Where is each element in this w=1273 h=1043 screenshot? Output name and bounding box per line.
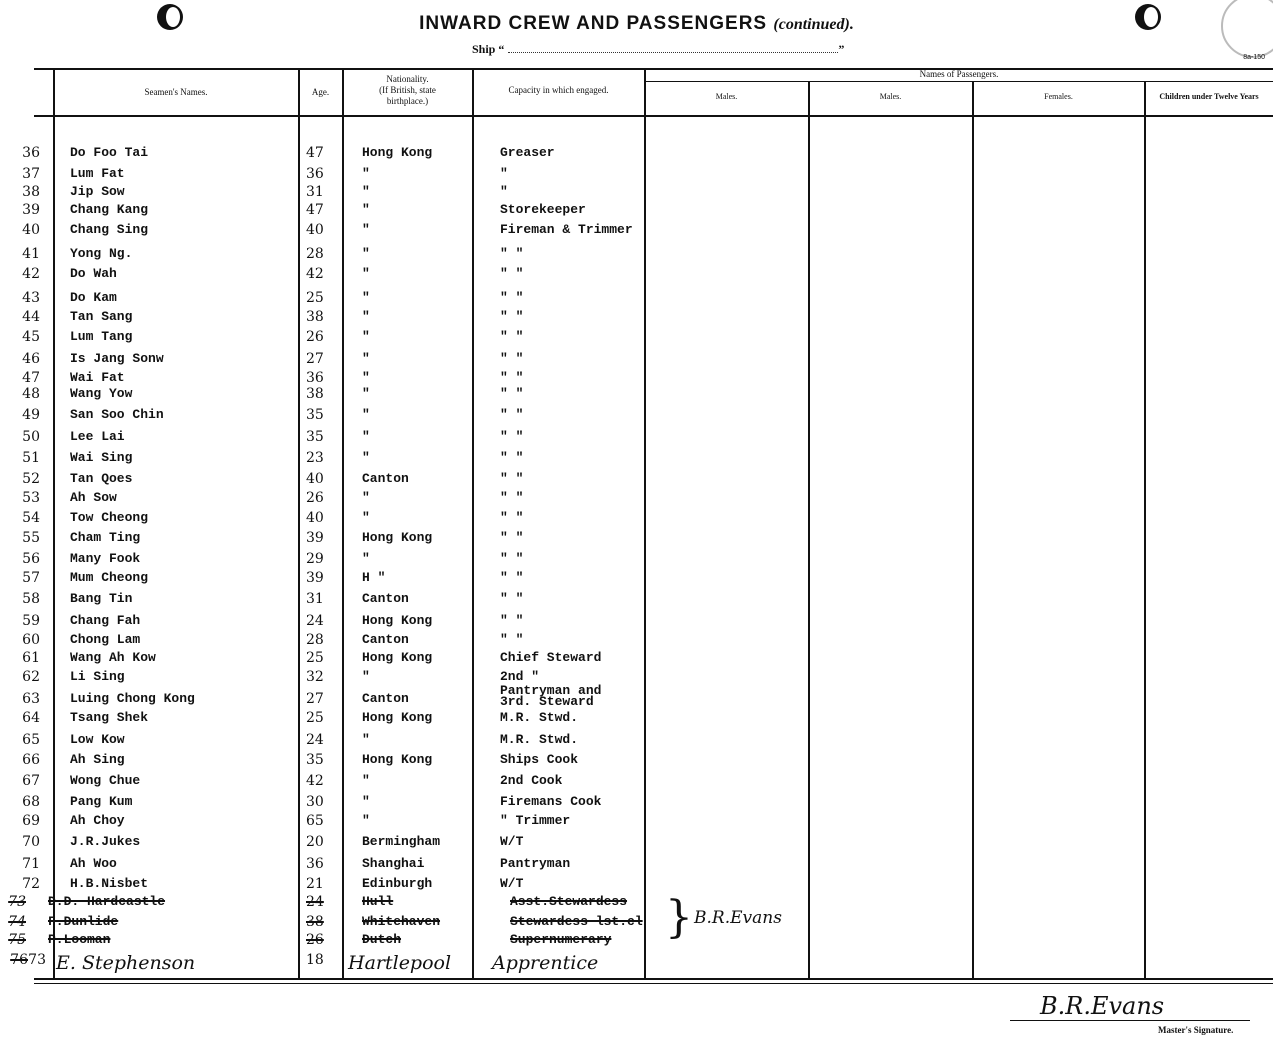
row-name: Lee Lai	[70, 429, 125, 444]
row-number: 64	[22, 710, 40, 726]
row-number: 36	[22, 145, 40, 161]
row-number: 40	[22, 222, 40, 238]
row-number: 65	[22, 732, 40, 748]
row-name: Tsang Shek	[70, 710, 149, 725]
header-males-2: Males.	[879, 92, 902, 101]
row-age: 42	[306, 773, 324, 789]
row-capacity: Pantryman and 3rd. Steward	[500, 683, 602, 709]
master-signature: B.R.Evans	[1040, 992, 1165, 1020]
row-number: 49	[22, 407, 40, 423]
row-number: 38	[22, 184, 40, 200]
row-number: 70	[22, 834, 40, 850]
row-age: 47	[306, 202, 324, 218]
header-passengers: Names of Passengers.	[919, 69, 999, 79]
row-age: 26	[306, 490, 324, 506]
signature-rule	[1010, 1020, 1250, 1021]
header-nationality-sub: (If British, state birthplace.)	[379, 85, 436, 106]
row-age: 24	[306, 894, 324, 910]
row-capacity: Apprentice	[492, 952, 599, 974]
row-age: 39	[306, 570, 324, 586]
row-number: 62	[22, 669, 40, 685]
row-number: 67	[22, 773, 40, 789]
crew-row	[0, 591, 1273, 611]
row-capacity: " "	[500, 613, 524, 628]
row-name: Is Jang Sonw	[70, 351, 164, 366]
row-age: 42	[306, 266, 324, 282]
crew-row	[0, 876, 1273, 896]
row-age: 20	[306, 834, 324, 850]
row-nationality: Edinburgh	[362, 876, 433, 891]
row-capacity: " "	[500, 246, 524, 261]
row-age: 36	[306, 166, 324, 182]
row-capacity: Greaser	[500, 145, 555, 160]
crew-row	[0, 834, 1273, 854]
row-nationality: "	[362, 773, 370, 788]
row-number: 68	[22, 794, 40, 810]
row-nationality: "	[362, 166, 370, 181]
row-name: Lum Tang	[70, 329, 133, 344]
row-age: 38	[306, 914, 324, 930]
row-age: 38	[306, 386, 324, 402]
row-name: J.R.Jukes	[70, 834, 141, 849]
row-name: Tan Sang	[70, 309, 133, 324]
table-bottom-rule	[34, 978, 1273, 980]
row-capacity: Chief Steward	[500, 650, 602, 665]
row-name: Chong Lam	[70, 632, 141, 647]
row-number: 51	[22, 450, 40, 466]
row-number: 58	[22, 591, 40, 607]
header-capacity: Capacity in which engaged.	[508, 85, 609, 95]
row-capacity: Storekeeper	[500, 202, 586, 217]
row-number: 53	[22, 490, 40, 506]
row-number: 54	[22, 510, 40, 526]
crew-row	[0, 669, 1273, 689]
row-nationality: "	[362, 246, 370, 261]
row-nationality: Canton	[362, 471, 409, 486]
row-nationality: Whitehaven	[362, 914, 441, 929]
row-name: Wai Fat	[70, 370, 125, 385]
row-nationality: Hong Kong	[362, 650, 433, 665]
crew-row	[0, 407, 1273, 427]
row-nationality: "	[362, 222, 370, 237]
row-capacity: " "	[500, 591, 524, 606]
row-capacity: M.R. Stwd.	[500, 710, 579, 725]
struck-row	[0, 894, 1273, 914]
row-number: 61	[22, 650, 40, 666]
row-age: 24	[306, 613, 324, 629]
row-capacity: " "	[500, 407, 524, 422]
row-age: 36	[306, 856, 324, 872]
row-capacity: M.R. Stwd.	[500, 732, 579, 747]
row-name: Chang Sing	[70, 222, 149, 237]
row-name: F.Dunlide	[48, 914, 119, 929]
row-nationality: "	[362, 290, 370, 305]
row-capacity: " "	[500, 450, 524, 465]
ship-name-blank	[508, 42, 838, 53]
header-nationality-title: Nationality.	[386, 74, 429, 84]
row-capacity: " "	[500, 551, 524, 566]
crew-row	[0, 471, 1273, 491]
crew-row	[0, 510, 1273, 530]
row-name: Ah Choy	[70, 813, 125, 828]
title-text: INWARD CREW AND PASSENGERS	[419, 13, 768, 34]
row-capacity: Firemans Cook	[500, 794, 602, 809]
ship-line	[472, 42, 844, 57]
row-number: 39	[22, 202, 40, 218]
brace: }	[665, 892, 693, 943]
row-age: 35	[306, 752, 324, 768]
row-age: 65	[306, 813, 324, 829]
row-age: 24	[306, 732, 324, 748]
row-nationality: Canton	[362, 591, 409, 606]
row-nationality: "	[362, 407, 370, 422]
row-capacity: " "	[500, 490, 524, 505]
row-capacity: 2nd "	[500, 669, 540, 684]
row-age: 31	[306, 184, 324, 200]
row-number: 73	[8, 894, 26, 910]
row-capacity: " "	[500, 386, 524, 401]
row-nationality: Hong Kong	[362, 710, 433, 725]
row-name: Luing Chong Kong	[70, 691, 195, 706]
row-number: 41	[22, 246, 40, 262]
row-name: Wang Yow	[70, 386, 133, 401]
row-nationality: "	[362, 370, 370, 385]
row-name: Tan Qoes	[70, 471, 133, 486]
row-number: 55	[22, 530, 40, 546]
crew-row	[0, 266, 1273, 286]
struck-row	[0, 914, 1273, 934]
row-nationality: "	[362, 351, 370, 366]
row-age: 40	[306, 471, 324, 487]
row-name: Wai Sing	[70, 450, 133, 465]
row-name: Jip Sow	[70, 184, 125, 199]
row-nationality: "	[362, 429, 370, 444]
row-name: Do Foo Tai	[70, 145, 149, 160]
header-nationality	[343, 74, 472, 107]
row-capacity: " "	[500, 530, 524, 545]
title-continued: (continued).	[773, 16, 854, 33]
row-nationality: Canton	[362, 632, 409, 647]
row-capacity: Supernumerary	[510, 932, 612, 947]
row-age: 25	[306, 710, 324, 726]
crew-row	[0, 290, 1273, 310]
crew-row	[0, 551, 1273, 571]
row-capacity: Ships Cook	[500, 752, 579, 767]
row-number: 75	[8, 932, 26, 948]
row-capacity: W/T	[500, 834, 524, 849]
crew-row	[0, 450, 1273, 470]
row-number: 56	[22, 551, 40, 567]
initials-signature: B.R.Evans	[694, 908, 782, 928]
row-capacity: " "	[500, 632, 524, 647]
row-nationality: Shanghai	[362, 856, 425, 871]
row-name: Li Sing	[70, 669, 125, 684]
crew-row	[0, 490, 1273, 510]
row-name: Wong Chue	[70, 773, 141, 788]
header-males-1: Males.	[715, 92, 738, 101]
row-name: Chang Fah	[70, 613, 141, 628]
row-nationality: Dutch	[362, 932, 402, 947]
row-nationality: Hong Kong	[362, 145, 433, 160]
row-age: 26	[306, 329, 324, 345]
row-age: 21	[306, 876, 324, 892]
row-age: 27	[306, 691, 324, 707]
row-age: 47	[306, 145, 324, 161]
row-nationality: "	[362, 551, 370, 566]
crew-row	[0, 202, 1273, 222]
row-age: 32	[306, 669, 324, 685]
crew-row	[0, 856, 1273, 876]
row-name: Chang Kang	[70, 202, 149, 217]
row-capacity: W/T	[500, 876, 524, 891]
row-nationality: Hartlepool	[348, 952, 452, 974]
row-number: 42	[22, 266, 40, 282]
row-name: P.Looman	[48, 932, 111, 947]
row-age: 31	[306, 591, 324, 607]
crew-row	[0, 773, 1273, 793]
row-age: 26	[306, 932, 324, 948]
row-number: 66	[22, 752, 40, 768]
ship-label: Ship “	[472, 42, 505, 56]
row-nationality: "	[362, 202, 370, 217]
row-capacity: " "	[500, 471, 524, 486]
row-capacity: Asst.Stewardess	[510, 894, 628, 909]
row-name: Many Fook	[70, 551, 141, 566]
row-capacity: " "	[500, 290, 524, 305]
row-name: Ah Woo	[70, 856, 117, 871]
row-name: D.D. Hardcastle	[48, 894, 166, 909]
row-capacity: " "	[500, 429, 524, 444]
row-old-number: 76	[10, 952, 28, 968]
row-age: 38	[306, 309, 324, 325]
row-age: 40	[306, 222, 324, 238]
row-age: 25	[306, 290, 324, 306]
row-capacity: " "	[500, 510, 524, 525]
header-bottom-rule	[34, 115, 1273, 117]
crew-row	[0, 329, 1273, 349]
row-name: Low Kow	[70, 732, 125, 747]
row-nationality: "	[362, 813, 370, 828]
crew-row	[0, 570, 1273, 590]
row-number: 50	[22, 429, 40, 445]
row-name: Lum Fat	[70, 166, 125, 181]
crew-row	[0, 145, 1273, 165]
crew-row	[0, 429, 1273, 449]
crew-row	[0, 632, 1273, 652]
row-name: E. Stephenson	[56, 952, 196, 974]
row-nationality: "	[362, 329, 370, 344]
row-nationality: "	[362, 309, 370, 324]
row-capacity: " "	[500, 309, 524, 324]
crew-row	[0, 683, 1273, 711]
crew-row	[0, 246, 1273, 266]
struck-row	[0, 932, 1273, 952]
crew-row	[0, 309, 1273, 329]
row-capacity: " "	[500, 570, 524, 585]
row-nationality: Canton	[362, 691, 409, 706]
crew-row	[0, 166, 1273, 186]
row-number: 63	[22, 691, 40, 707]
master-signature-label: Master's Signature.	[1158, 1025, 1234, 1035]
row-nationality: "	[362, 669, 370, 684]
crew-row	[0, 351, 1273, 371]
row-number: 37	[22, 166, 40, 182]
row-number: 47	[22, 370, 40, 386]
header-names: Seamen's Names.	[144, 87, 208, 97]
crew-row	[0, 530, 1273, 550]
handwritten-row	[0, 952, 1273, 972]
row-nationality: Hong Kong	[362, 752, 433, 767]
row-capacity: Fireman & Trimmer	[500, 222, 633, 237]
row-name: Do Wah	[70, 266, 117, 281]
row-name: Ah Sing	[70, 752, 125, 767]
row-name: Tow Cheong	[70, 510, 149, 525]
row-number: 60	[22, 632, 40, 648]
row-capacity: " "	[500, 351, 524, 366]
row-name: San Soo Chin	[70, 407, 164, 422]
row-capacity: "	[500, 184, 508, 199]
row-name: Ah Sow	[70, 490, 117, 505]
row-nationality: "	[362, 732, 370, 747]
row-age: 23	[306, 450, 324, 466]
form-number: 8a-150	[1243, 54, 1265, 61]
row-age: 39	[306, 530, 324, 546]
row-nationality: Hong Kong	[362, 613, 433, 628]
row-number: 69	[22, 813, 40, 829]
row-capacity: Stewardess lst.cl	[510, 914, 643, 929]
row-number: 73	[28, 952, 46, 968]
row-nationality: "	[362, 184, 370, 199]
row-number: 43	[22, 290, 40, 306]
row-age: 29	[306, 551, 324, 567]
row-nationality: H "	[362, 570, 386, 585]
row-age: 30	[306, 794, 324, 810]
row-age: 28	[306, 632, 324, 648]
header-children: Children under Twelve Years	[1159, 92, 1259, 101]
row-capacity: "	[500, 166, 508, 181]
row-nationality: "	[362, 490, 370, 505]
crew-row	[0, 613, 1273, 633]
row-age: 40	[306, 510, 324, 526]
crew-row	[0, 386, 1273, 406]
row-name: Do Kam	[70, 290, 117, 305]
row-number: 45	[22, 329, 40, 345]
page-title	[0, 13, 1273, 35]
row-name: Cham Ting	[70, 530, 141, 545]
row-age: 28	[306, 246, 324, 262]
row-capacity: " "	[500, 329, 524, 344]
crew-row	[0, 650, 1273, 670]
row-nationality: "	[362, 794, 370, 809]
row-age: 35	[306, 429, 324, 445]
row-number: 74	[8, 914, 26, 930]
row-number: 57	[22, 570, 40, 586]
row-nationality: "	[362, 450, 370, 465]
table-bottom-rule-2	[34, 983, 1273, 984]
row-name: Mum Cheong	[70, 570, 149, 585]
crew-row	[0, 222, 1273, 242]
row-age: 27	[306, 351, 324, 367]
header-age: Age.	[311, 87, 330, 97]
row-name: Wang Ah Kow	[70, 650, 156, 665]
row-capacity: Pantryman	[500, 856, 571, 871]
row-number: 46	[22, 351, 40, 367]
crew-row	[0, 813, 1273, 833]
header-females: Females.	[1044, 92, 1073, 101]
row-nationality: "	[362, 386, 370, 401]
row-nationality: "	[362, 266, 370, 281]
ship-close: ”	[838, 42, 845, 56]
passenger-subheader-rule	[645, 81, 1273, 82]
row-name: Yong Ng.	[70, 246, 133, 261]
row-age: 36	[306, 370, 324, 386]
row-number: 44	[22, 309, 40, 325]
row-name: Bang Tin	[70, 591, 133, 606]
row-nationality: "	[362, 510, 370, 525]
row-number: 72	[22, 876, 40, 892]
row-number: 52	[22, 471, 40, 487]
row-name: Pang Kum	[70, 794, 133, 809]
row-number: 59	[22, 613, 40, 629]
row-nationality: Bermingham	[362, 834, 441, 849]
row-age: 18	[306, 952, 324, 968]
crew-row	[0, 710, 1273, 730]
row-age: 25	[306, 650, 324, 666]
crew-row	[0, 732, 1273, 752]
row-number: 71	[22, 856, 40, 872]
row-age: 35	[306, 407, 324, 423]
row-capacity: 2nd Cook	[500, 773, 563, 788]
row-capacity: " "	[500, 370, 524, 385]
row-number: 48	[22, 386, 40, 402]
crew-row	[0, 752, 1273, 772]
row-nationality: Hong Kong	[362, 530, 433, 545]
crew-row	[0, 184, 1273, 204]
row-capacity: " Trimmer	[500, 813, 571, 828]
row-nationality: Hull	[362, 894, 394, 909]
row-capacity: " "	[500, 266, 524, 281]
row-name: H.B.Nisbet	[70, 876, 149, 891]
crew-row	[0, 794, 1273, 814]
